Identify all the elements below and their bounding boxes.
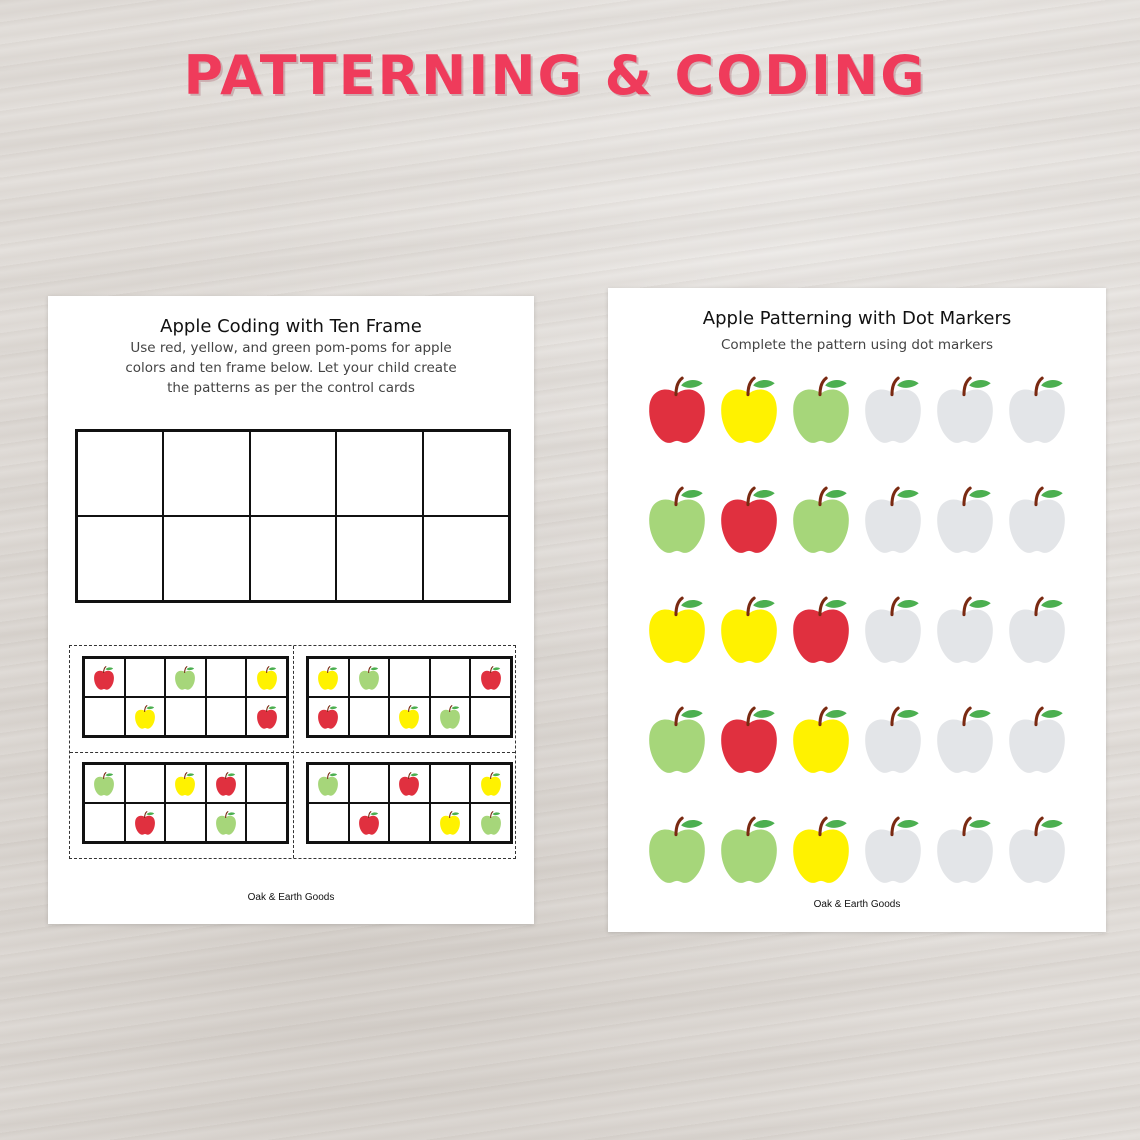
instruction-line: the patterns as per the control cards — [167, 380, 415, 396]
ten-frame-cell — [336, 516, 422, 601]
pattern-apple-slot[interactable] — [862, 594, 926, 670]
red-apple-icon — [398, 771, 420, 797]
pattern-apple-slot — [718, 484, 782, 560]
control-card — [306, 762, 513, 844]
brand-footer: Oak & Earth Goods — [247, 892, 335, 903]
card-cell — [389, 697, 430, 736]
blank-apple-icon — [934, 814, 996, 886]
blank-apple-icon — [1006, 704, 1068, 776]
pattern-apple-slot[interactable] — [862, 374, 926, 450]
card-cell — [430, 764, 471, 803]
yellow-apple-icon — [790, 814, 852, 886]
worksheet-title: Apple Patterning with Dot Markers — [702, 308, 1012, 329]
yellow-apple-icon — [718, 374, 780, 446]
card-cell — [84, 803, 125, 842]
blank-apple-icon — [1006, 594, 1068, 666]
card-cell — [389, 658, 430, 697]
pattern-apple-slot[interactable] — [934, 374, 998, 450]
card-cell — [206, 697, 247, 736]
pattern-apple-slot[interactable] — [862, 484, 926, 560]
page-headline: PATTERNING & CODING — [183, 44, 927, 107]
card-cell — [246, 697, 287, 736]
red-apple-icon — [480, 665, 502, 691]
card-cell — [470, 803, 511, 842]
ten-frame-cell — [77, 516, 163, 601]
control-cards — [69, 645, 516, 859]
pattern-apple-slot[interactable] — [934, 594, 998, 670]
blank-ten-frame — [75, 429, 511, 603]
card-cell — [349, 803, 390, 842]
card-cell — [389, 764, 430, 803]
blank-apple-icon — [934, 704, 996, 776]
pattern-apple-slot[interactable] — [1006, 484, 1070, 560]
pattern-apple-slot — [718, 704, 782, 780]
yellow-apple-icon — [790, 704, 852, 776]
red-apple-icon — [358, 810, 380, 836]
green-apple-icon — [358, 665, 380, 691]
card-cell — [165, 697, 206, 736]
control-card — [82, 656, 289, 738]
pattern-apple-slot — [790, 374, 854, 450]
blank-apple-icon — [862, 594, 924, 666]
card-cell — [246, 764, 287, 803]
pattern-apple-slot — [790, 484, 854, 560]
green-apple-icon — [646, 814, 708, 886]
pattern-apple-slot[interactable] — [1006, 594, 1070, 670]
card-cell — [125, 803, 166, 842]
yellow-apple-icon — [718, 594, 780, 666]
pattern-apple-slot — [646, 374, 710, 450]
pattern-apple-slot[interactable] — [934, 814, 998, 890]
red-apple-icon — [718, 484, 780, 556]
green-apple-icon — [439, 704, 461, 730]
ten-frame-worksheet — [48, 296, 534, 924]
card-cell — [165, 803, 206, 842]
control-card — [82, 762, 289, 844]
card-cell — [246, 803, 287, 842]
yellow-apple-icon — [398, 704, 420, 730]
yellow-apple-icon — [256, 665, 278, 691]
yellow-apple-icon — [174, 771, 196, 797]
card-cell — [349, 697, 390, 736]
blank-apple-icon — [1006, 484, 1068, 556]
dot-marker-worksheet — [608, 288, 1106, 932]
green-apple-icon — [93, 771, 115, 797]
ten-frame-cell — [250, 431, 336, 516]
green-apple-icon — [790, 374, 852, 446]
yellow-apple-icon — [317, 665, 339, 691]
blank-apple-icon — [862, 704, 924, 776]
green-apple-icon — [317, 771, 339, 797]
pattern-apple-slot[interactable] — [1006, 374, 1070, 450]
blank-apple-icon — [934, 484, 996, 556]
card-cell — [470, 697, 511, 736]
worksheet-instructions — [68, 338, 514, 398]
pattern-apple-slot — [790, 704, 854, 780]
pattern-apple-slot[interactable] — [1006, 704, 1070, 780]
card-cell — [308, 658, 349, 697]
worksheet-subtitle: Complete the pattern using dot markers — [720, 337, 994, 353]
pattern-apple-slot — [718, 814, 782, 890]
yellow-apple-icon — [480, 771, 502, 797]
cut-line — [293, 646, 294, 858]
card-cell — [84, 764, 125, 803]
card-cell — [470, 658, 511, 697]
yellow-apple-icon — [439, 810, 461, 836]
pattern-apple-slot — [646, 594, 710, 670]
red-apple-icon — [256, 704, 278, 730]
green-apple-icon — [215, 810, 237, 836]
red-apple-icon — [718, 704, 780, 776]
instruction-line: Use red, yellow, and green pom-poms for apple — [130, 340, 452, 356]
card-cell — [84, 697, 125, 736]
card-cell — [125, 764, 166, 803]
blank-apple-icon — [934, 594, 996, 666]
green-apple-icon — [480, 810, 502, 836]
blank-apple-icon — [862, 814, 924, 886]
blank-apple-icon — [1006, 814, 1068, 886]
card-cell — [349, 764, 390, 803]
green-apple-icon — [646, 484, 708, 556]
red-apple-icon — [93, 665, 115, 691]
card-cell — [430, 697, 471, 736]
card-cell — [206, 803, 247, 842]
pattern-apple-slot — [646, 704, 710, 780]
card-cell — [125, 658, 166, 697]
card-cell — [430, 803, 471, 842]
card-cell — [470, 764, 511, 803]
pattern-apple-slot[interactable] — [1006, 814, 1070, 890]
ten-frame-cell — [163, 516, 249, 601]
pattern-apple-slot[interactable] — [934, 484, 998, 560]
card-cell — [125, 697, 166, 736]
ten-frame-cell — [336, 431, 422, 516]
ten-frame-cell — [423, 431, 509, 516]
red-apple-icon — [646, 374, 708, 446]
card-cell — [246, 658, 287, 697]
green-apple-icon — [790, 484, 852, 556]
control-card — [306, 656, 513, 738]
card-cell — [430, 658, 471, 697]
pattern-apple-slot — [790, 814, 854, 890]
blank-apple-icon — [862, 374, 924, 446]
red-apple-icon — [317, 704, 339, 730]
card-cell — [349, 658, 390, 697]
pattern-apple-slot[interactable] — [862, 704, 926, 780]
card-cell — [308, 697, 349, 736]
card-cell — [84, 658, 125, 697]
red-apple-icon — [790, 594, 852, 666]
card-cell — [206, 658, 247, 697]
pattern-apple-slot — [718, 594, 782, 670]
brand-footer: Oak & Earth Goods — [813, 899, 901, 910]
pattern-apple-slot[interactable] — [862, 814, 926, 890]
pattern-apple-slot[interactable] — [934, 704, 998, 780]
worksheet-title: Apple Coding with Ten Frame — [160, 316, 422, 337]
pattern-apple-slot — [718, 374, 782, 450]
ten-frame-cell — [163, 431, 249, 516]
blank-apple-icon — [1006, 374, 1068, 446]
card-cell — [165, 764, 206, 803]
pattern-apple-slot — [646, 814, 710, 890]
yellow-apple-icon — [134, 704, 156, 730]
blank-apple-icon — [934, 374, 996, 446]
yellow-apple-icon — [646, 594, 708, 666]
ten-frame-cell — [423, 516, 509, 601]
instruction-line: colors and ten frame below. Let your child create — [125, 360, 457, 376]
card-cell — [165, 658, 206, 697]
pattern-apple-slot — [646, 484, 710, 560]
green-apple-icon — [718, 814, 780, 886]
blank-apple-icon — [862, 484, 924, 556]
card-cell — [308, 764, 349, 803]
red-apple-icon — [134, 810, 156, 836]
green-apple-icon — [174, 665, 196, 691]
red-apple-icon — [215, 771, 237, 797]
card-cell — [308, 803, 349, 842]
card-cell — [206, 764, 247, 803]
green-apple-icon — [646, 704, 708, 776]
card-cell — [389, 803, 430, 842]
ten-frame-cell — [250, 516, 336, 601]
pattern-apple-slot — [790, 594, 854, 670]
ten-frame-cell — [77, 431, 163, 516]
